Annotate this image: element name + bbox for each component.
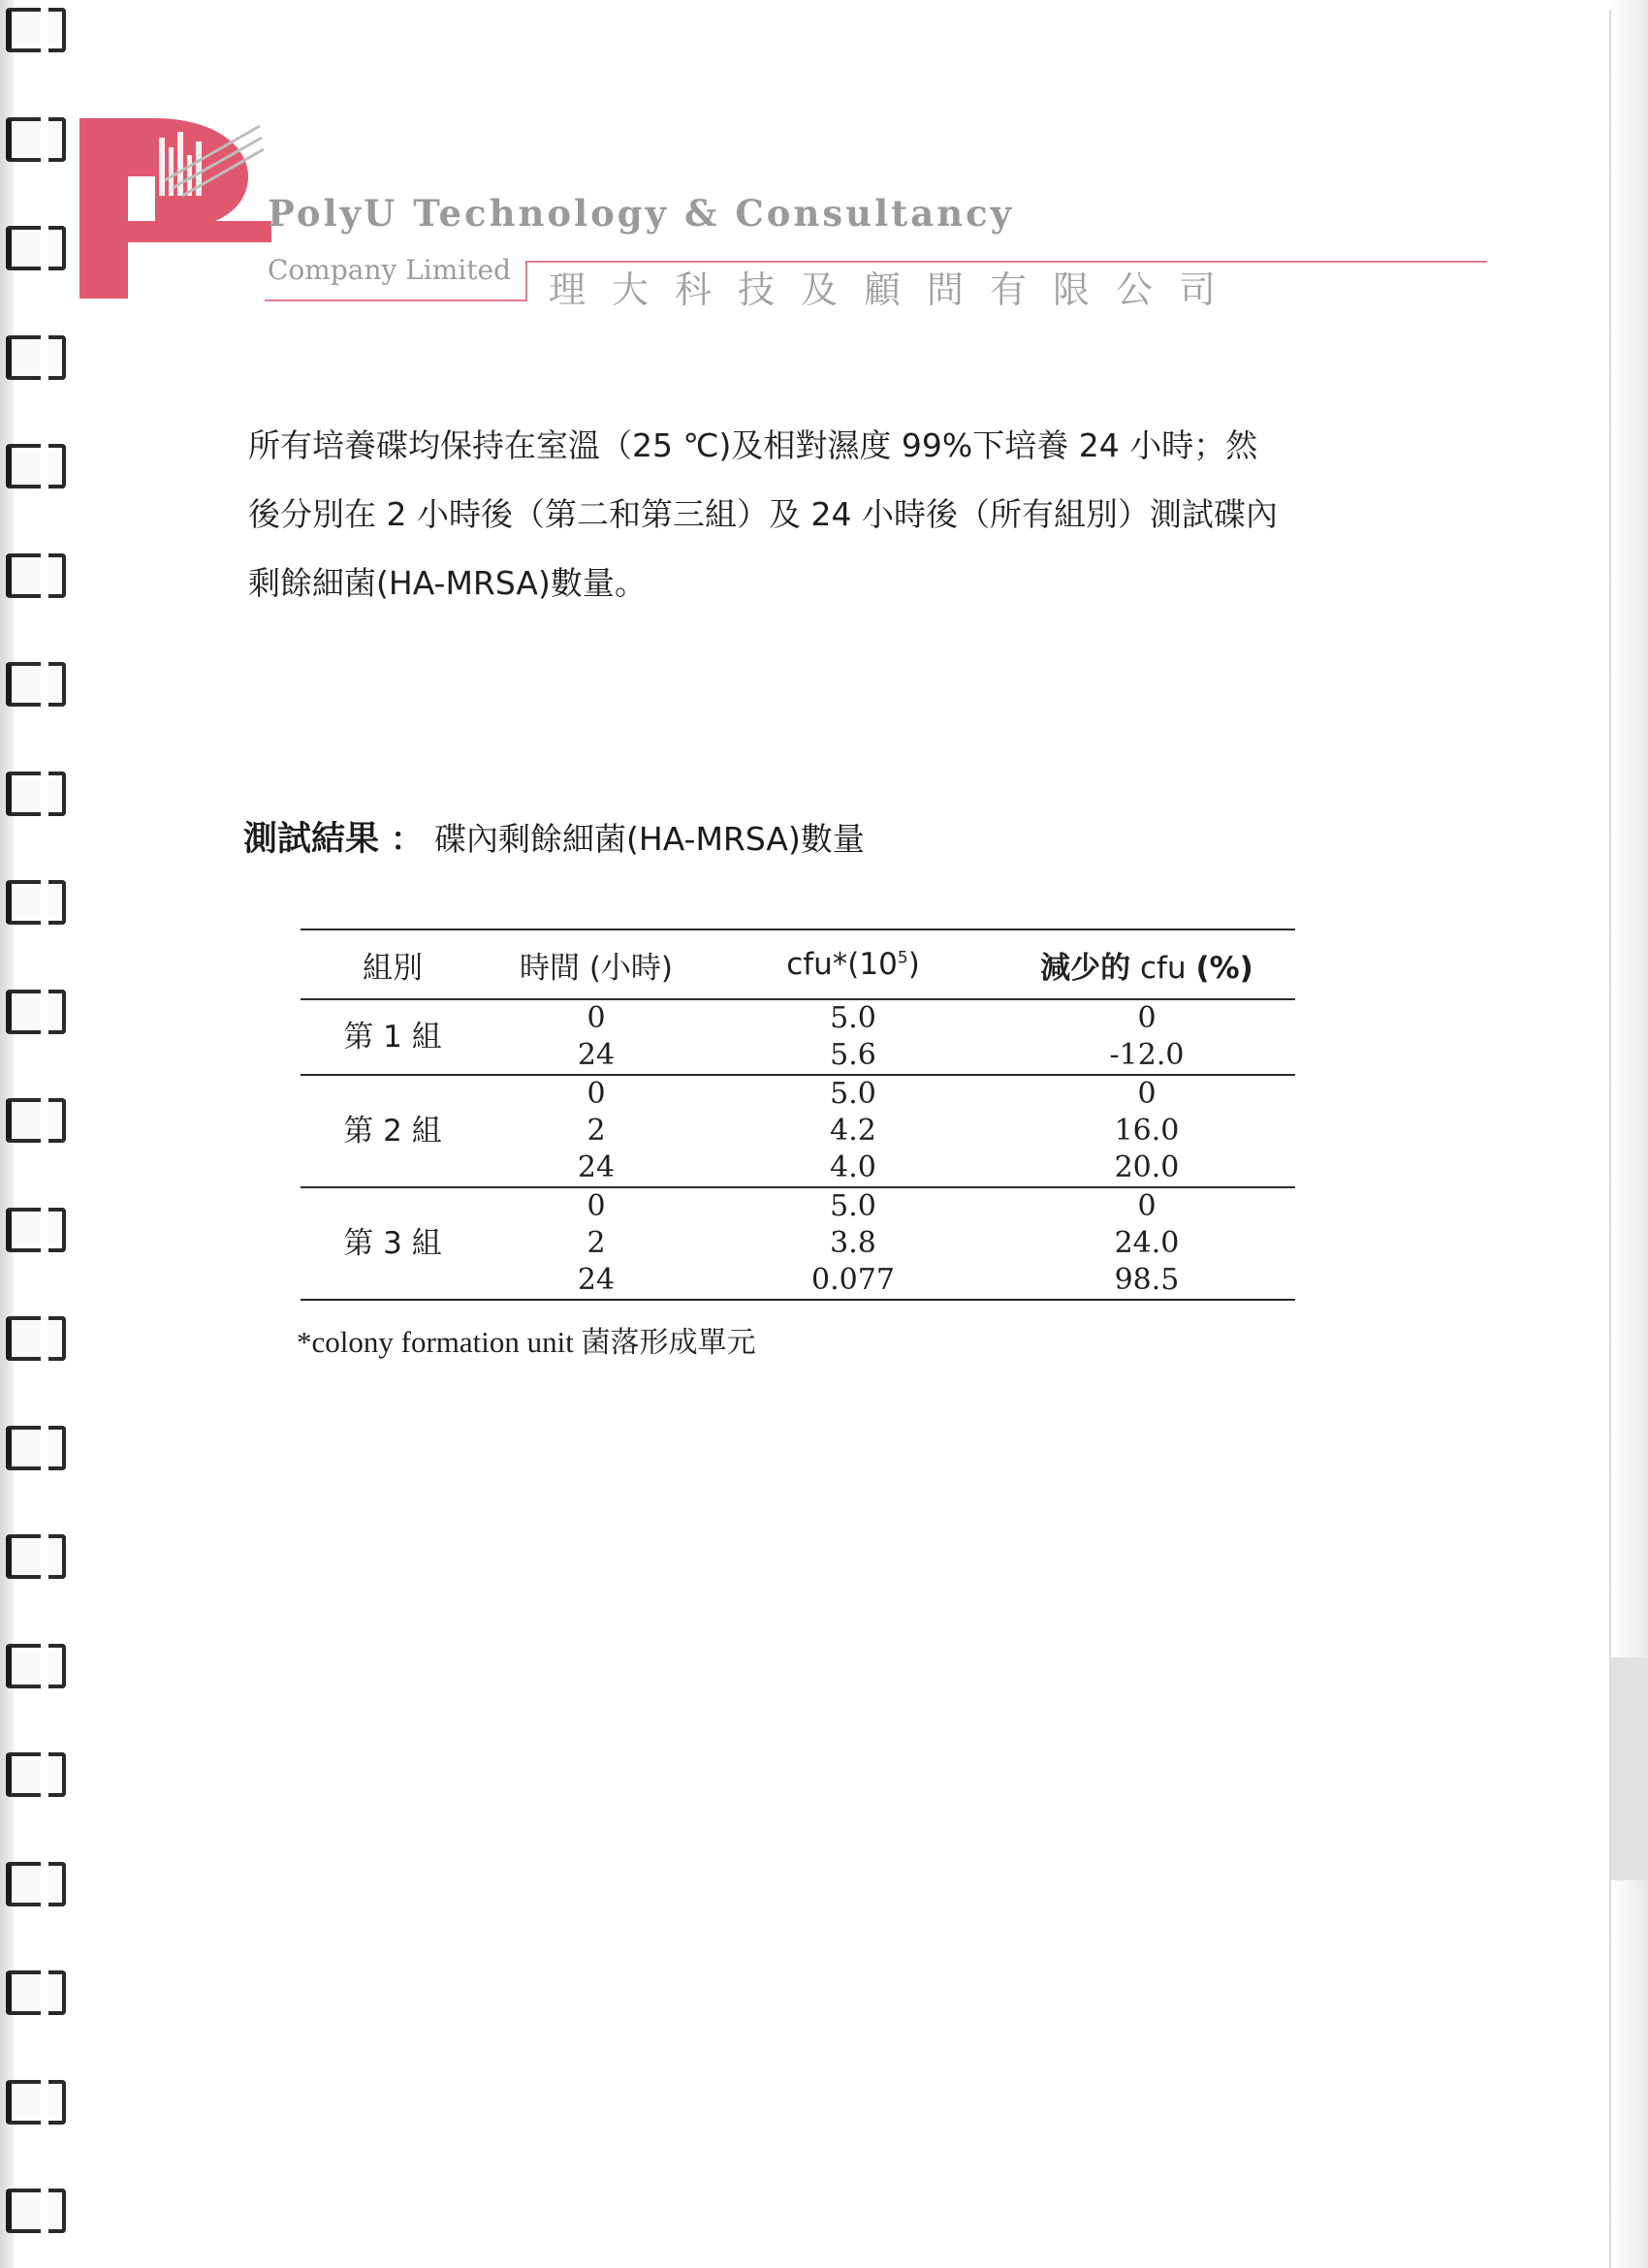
letterhead-rule-divider (525, 261, 527, 301)
page-edge-line (1609, 10, 1611, 2268)
results-heading (243, 812, 865, 861)
company-name-zh: 理大科技及顧問有限公司 (549, 268, 1243, 311)
binding-ring (6, 226, 66, 270)
table-row (301, 1187, 1295, 1225)
group-label: 第 3 組 (343, 1226, 442, 1261)
cell-reduction: 98.5 (1114, 1263, 1180, 1297)
binding-ring (6, 772, 66, 816)
binding-ring (6, 2189, 66, 2233)
intro-line: 後分別在 2 小時後（第二和第三組）及 24 小時後（所有組別）測試碟內 (248, 495, 1278, 533)
header-reduction-suffix: (%) (1195, 950, 1253, 986)
table-row (301, 1075, 1295, 1113)
binding-ring (6, 335, 66, 380)
letterhead-rule-underline (265, 299, 526, 301)
footnote-zh: 菌落形成單元 (581, 1326, 756, 1360)
cell-reduction: 0 (1137, 1001, 1157, 1035)
cell-cfu: 0.077 (811, 1263, 895, 1297)
binding-ring (6, 117, 66, 162)
cell-time: 24 (577, 1263, 616, 1297)
company-suffix: Company Limited (268, 254, 512, 286)
binding-ring (6, 1208, 66, 1252)
header-cfu-suffix: ) (907, 947, 920, 982)
binding-ring (6, 1862, 66, 1906)
results-subject: 碟內剩餘細菌(HA-MRSA)數量 (434, 820, 865, 858)
cell-time: 2 (586, 1226, 606, 1260)
group-label: 第 1 組 (343, 1020, 442, 1055)
cell-time: 2 (586, 1114, 606, 1148)
cell-cfu: 3.8 (830, 1226, 876, 1260)
intro-line: 所有培養碟均保持在室溫（25 ℃)及相對濕度 99%下培養 24 小時；然 (248, 426, 1258, 464)
header-cfu-exponent: 5 (897, 948, 908, 968)
binding-ring (6, 8, 66, 52)
results-table (301, 929, 1295, 1301)
binding-ring (6, 1970, 66, 2015)
binding-ring (6, 1316, 66, 1361)
header-reduction (998, 929, 1295, 999)
binding-ring (6, 662, 66, 707)
table-row (301, 999, 1295, 1037)
table-group (301, 1075, 1295, 1187)
cell-cfu: 4.2 (830, 1114, 876, 1148)
binding-ring (6, 1426, 66, 1470)
group-label: 第 2 組 (343, 1114, 442, 1149)
cell-reduction: 16.0 (1114, 1114, 1180, 1148)
cell-time: 0 (586, 1077, 606, 1111)
header-reduction-unit: cfu (1139, 950, 1187, 986)
binding-ring (6, 1752, 66, 1797)
cell-time: 0 (586, 1189, 606, 1223)
page-edge (1609, 0, 1648, 2268)
cell-time: 24 (577, 1150, 616, 1184)
spiral-binding (0, 0, 87, 2268)
binding-ring (6, 1644, 66, 1688)
cell-reduction: -12.0 (1109, 1038, 1185, 1072)
cell-time: 0 (586, 1001, 606, 1035)
binding-ring (6, 444, 66, 488)
binding-ring (6, 553, 66, 598)
cell-reduction: 24.0 (1114, 1226, 1180, 1260)
cell-reduction: 0 (1137, 1077, 1157, 1111)
cell-reduction: 20.0 (1114, 1150, 1180, 1184)
page-edge-tab (1611, 1657, 1648, 1880)
cell-cfu: 5.6 (830, 1038, 876, 1072)
cell-cfu: 5.0 (830, 1001, 876, 1035)
intro-line: 剩餘細菌(HA-MRSA)數量。 (248, 564, 647, 602)
header-reduction-prefix: 減少的 (1040, 950, 1131, 986)
company-name-en: PolyU Technology & Consultancy (268, 192, 1015, 235)
intro-paragraph (248, 411, 1363, 617)
binding-ring (6, 880, 66, 925)
footnote (297, 1318, 756, 1361)
header-time: 時間 (小時) (485, 929, 708, 999)
results-separator: ： (391, 820, 424, 858)
cell-time: 24 (577, 1038, 616, 1072)
binding-ring (6, 1098, 66, 1143)
table-group (301, 1187, 1295, 1300)
cell-reduction: 0 (1137, 1189, 1157, 1223)
header-cfu (708, 929, 998, 999)
binding-ring (6, 1534, 66, 1579)
table-header-row (301, 929, 1295, 999)
header-group: 組別 (301, 929, 485, 999)
table-group (301, 999, 1295, 1075)
cell-cfu: 5.0 (830, 1077, 876, 1111)
header-cfu-prefix: cfu*(10 (786, 947, 898, 982)
cell-cfu: 4.0 (830, 1150, 876, 1184)
results-title: 測試結果 (243, 820, 380, 859)
binding-ring (6, 990, 66, 1034)
binding-ring (6, 2080, 66, 2125)
cell-cfu: 5.0 (830, 1189, 876, 1223)
footnote-en: *colony formation unit (297, 1325, 574, 1359)
polyu-logo-icon (78, 109, 271, 302)
